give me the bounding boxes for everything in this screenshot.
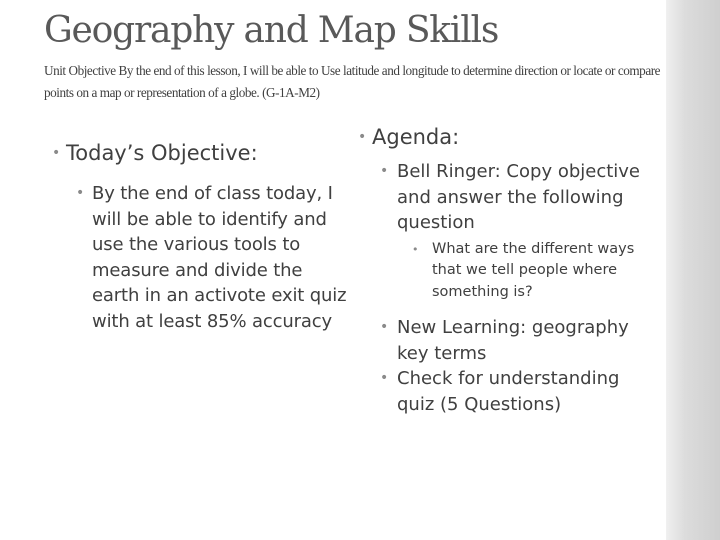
- agenda-subitem-text: What are the different ways that we tell people where something is?: [432, 240, 635, 300]
- objective-body-text: By the end of class today, I will be able to identify and use the various tools to measure and divide the earth in an activote exit quiz with at least 85% accuracy: [92, 183, 347, 332]
- agenda-item-new-learning: [380, 315, 658, 366]
- objective-heading-item: [52, 140, 352, 167]
- bullet-icon: •: [52, 145, 61, 161]
- bullet-icon: •: [380, 370, 389, 386]
- objective-column: [52, 140, 352, 334]
- bullet-icon: •: [412, 242, 419, 256]
- agenda-subitem-question: [412, 239, 658, 304]
- agenda-item-bell-ringer: [380, 159, 658, 236]
- unit-objective-subtitle: Unit Objective By the end of this lesson, I will be able to Use latitude and longitude to determine direction or locate or compare points on a map or representation of a globe. (G-1A-M2): [44, 63, 661, 100]
- agenda-column: [358, 124, 658, 417]
- slide-title: Geography and Map Skills: [44, 10, 499, 51]
- bullet-icon: •: [380, 319, 389, 335]
- agenda-item-text: Check for understanding quiz (5 Questions): [397, 368, 620, 415]
- agenda-item-text: New Learning: geography key terms: [397, 317, 629, 364]
- bullet-icon: •: [76, 185, 85, 201]
- slide-side-panel: [666, 0, 720, 540]
- agenda-heading-item: [358, 124, 658, 151]
- bullet-icon: •: [380, 163, 389, 179]
- objective-body-item: [76, 181, 352, 334]
- agenda-heading: Agenda:: [372, 125, 460, 149]
- agenda-item-quiz: [380, 366, 658, 417]
- bullet-icon: •: [358, 129, 367, 145]
- objective-heading: Today’s Objective:: [66, 141, 258, 165]
- agenda-item-text: Bell Ringer: Copy objective and answer the following question: [397, 161, 641, 233]
